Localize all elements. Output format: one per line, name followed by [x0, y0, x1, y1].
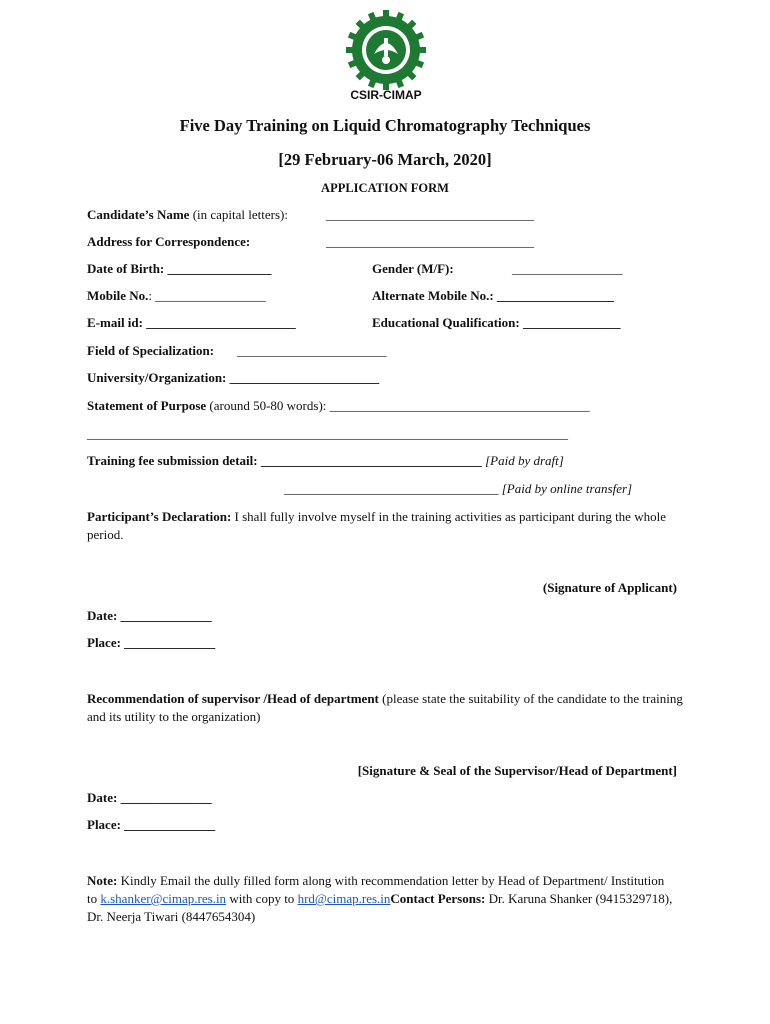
- purpose-field-line2[interactable]: __________________________________________________________________________: [87, 426, 568, 441]
- place-field-supervisor[interactable]: Place: ______________: [87, 817, 216, 832]
- participant-declaration: Participant’s Declaration: I shall fully involve myself in the training activities as participant during the whole period.: [87, 509, 666, 542]
- page-title: Five Day Training on Liquid Chromatography Techniques: [179, 116, 591, 135]
- csir-cimap-logo: [346, 10, 426, 90]
- training-dates: [29 February-06 March, 2020]: [278, 150, 492, 169]
- education-field[interactable]: Educational Qualification: _______________: [372, 315, 621, 330]
- logo-caption: CSIR-CIMAP: [350, 88, 422, 102]
- alternate-mobile-field[interactable]: Alternate Mobile No.: __________________: [372, 288, 614, 303]
- mobile-field[interactable]: Mobile No.: _________________: [87, 288, 266, 303]
- form-heading: APPLICATION FORM: [321, 181, 449, 195]
- date-field-applicant[interactable]: Date: ______________: [87, 608, 212, 623]
- date-of-birth-field[interactable]: Date of Birth: ________________: [87, 261, 272, 276]
- specialization-field[interactable]: _______________________: [237, 343, 387, 358]
- gender-label: Gender (M/F):: [372, 261, 454, 276]
- date-field-supervisor[interactable]: Date: ______________: [87, 790, 212, 805]
- gender-field[interactable]: _________________: [512, 261, 623, 276]
- email-link-hrd[interactable]: hrd@cimap.res.in: [297, 891, 391, 906]
- email-field[interactable]: E-mail id: _______________________: [87, 315, 296, 330]
- place-field-applicant[interactable]: Place: ______________: [87, 635, 216, 650]
- fee-online-field[interactable]: _________________________________ [Paid by online transfer]: [284, 481, 633, 496]
- supervisor-signature-label: [Signature & Seal of the Supervisor/Head of Department]: [357, 763, 677, 778]
- address-field[interactable]: ________________________________: [326, 234, 534, 249]
- university-field[interactable]: University/Organization: _______________________: [87, 370, 380, 385]
- applicant-signature-label: (Signature of Applicant): [542, 580, 677, 595]
- note-paragraph: Note: Kindly Email the dully filled form along with recommendation letter by Head of Department/ Institution to k.shanker@cimap.res.in with copy to hrd@cimap.res.inContact Persons: Dr. Karuna Shanker (9415329718), Dr. Neerja Tiwari (8447654304): [87, 873, 673, 924]
- email-link-shanker[interactable]: k.shanker@cimap.res.in: [100, 891, 227, 906]
- candidate-name-label: Candidate’s Name (in capital letters):: [87, 207, 288, 222]
- fee-draft-field[interactable]: Training fee submission detail: __________________________________ [Paid by draft]: [87, 453, 564, 468]
- supervisor-recommendation: Recommendation of supervisor /Head of department (please state the suitability of the candidate to the training and its utility to the organization): [87, 691, 683, 724]
- candidate-name-field[interactable]: ________________________________: [326, 207, 534, 222]
- specialization-label: Field of Specialization:: [87, 343, 215, 358]
- address-label: Address for Correspondence:: [87, 234, 251, 249]
- purpose-field[interactable]: Statement of Purpose (around 50-80 words): ________________________________________: [87, 398, 590, 413]
